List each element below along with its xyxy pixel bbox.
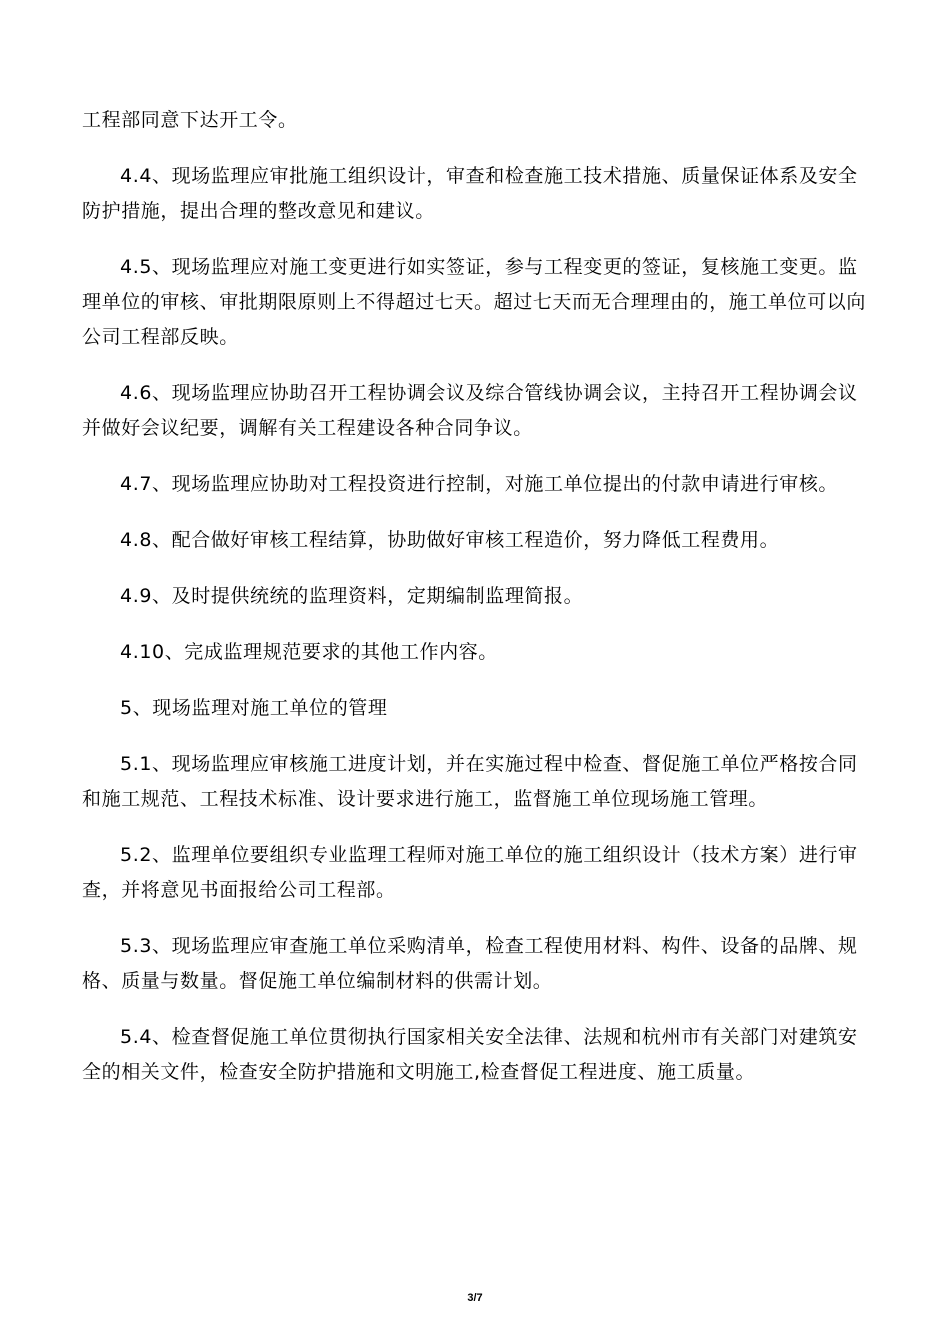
document-body	[82, 103, 872, 1111]
paragraph-4-9: 4.9、及时提供统统的监理资料，定期编制监理简报。	[120, 585, 584, 607]
paragraph-5-2: 5.2、监理单位要组织专业监理工程师对施工单位的施工组织设计（技术方案）进行审查，并将意见书面报给公司工程部。	[82, 844, 858, 901]
paragraph-5-3: 5.3、现场监理应审查施工单位采购清单，检查工程使用材料、构件、设备的品牌、规格、质量与数量。督促施工单位编制材料的供需计划。	[82, 935, 858, 992]
section-heading-5: 5、现场监理对施工单位的管理	[120, 697, 388, 719]
paragraph-4-7: 4.7、现场监理应协助对工程投资进行控制，对施工单位提出的付款申请进行审核。	[120, 473, 839, 495]
paragraph-continuation: 工程部同意下达开工令。	[82, 109, 298, 131]
paragraph-4-6: 4.6、现场监理应协助召开工程协调会议及综合管线协调会议，主持召开工程协调会议并做好会议纪要，调解有关工程建设各种合同争议。	[82, 382, 858, 439]
paragraph-4-4: 4.4、现场监理应审批施工组织设计，审查和检查施工技术措施、质量保证体系及安全防护措施，提出合理的整改意见和建议。	[82, 165, 858, 222]
paragraph-4-10: 4.10、完成监理规范要求的其他工作内容。	[120, 641, 498, 663]
paragraph-4-5: 4.5、现场监理应对施工变更进行如实签证，参与工程变更的签证，复核施工变更。监理单位的审核、审批期限原则上不得超过七天。超过七天而无合理理由的，施工单位可以向公司工程部反映。	[82, 256, 867, 348]
paragraph-5-4: 5.4、检查督促施工单位贯彻执行国家相关安全法律、法规和杭州市有关部门对建筑安全的相关文件，检查安全防护措施和文明施工,检查督促工程进度、施工质量。	[82, 1026, 858, 1083]
page-number: 3/7	[467, 1292, 483, 1304]
paragraph-5-1: 5.1、现场监理应审核施工进度计划，并在实施过程中检查、督促施工单位严格按合同和施工规范、工程技术标准、设计要求进行施工，监督施工单位现场施工管理。	[82, 753, 858, 810]
paragraph-4-8: 4.8、配合做好审核工程结算，协助做好审核工程造价，努力降低工程费用。	[120, 529, 780, 551]
